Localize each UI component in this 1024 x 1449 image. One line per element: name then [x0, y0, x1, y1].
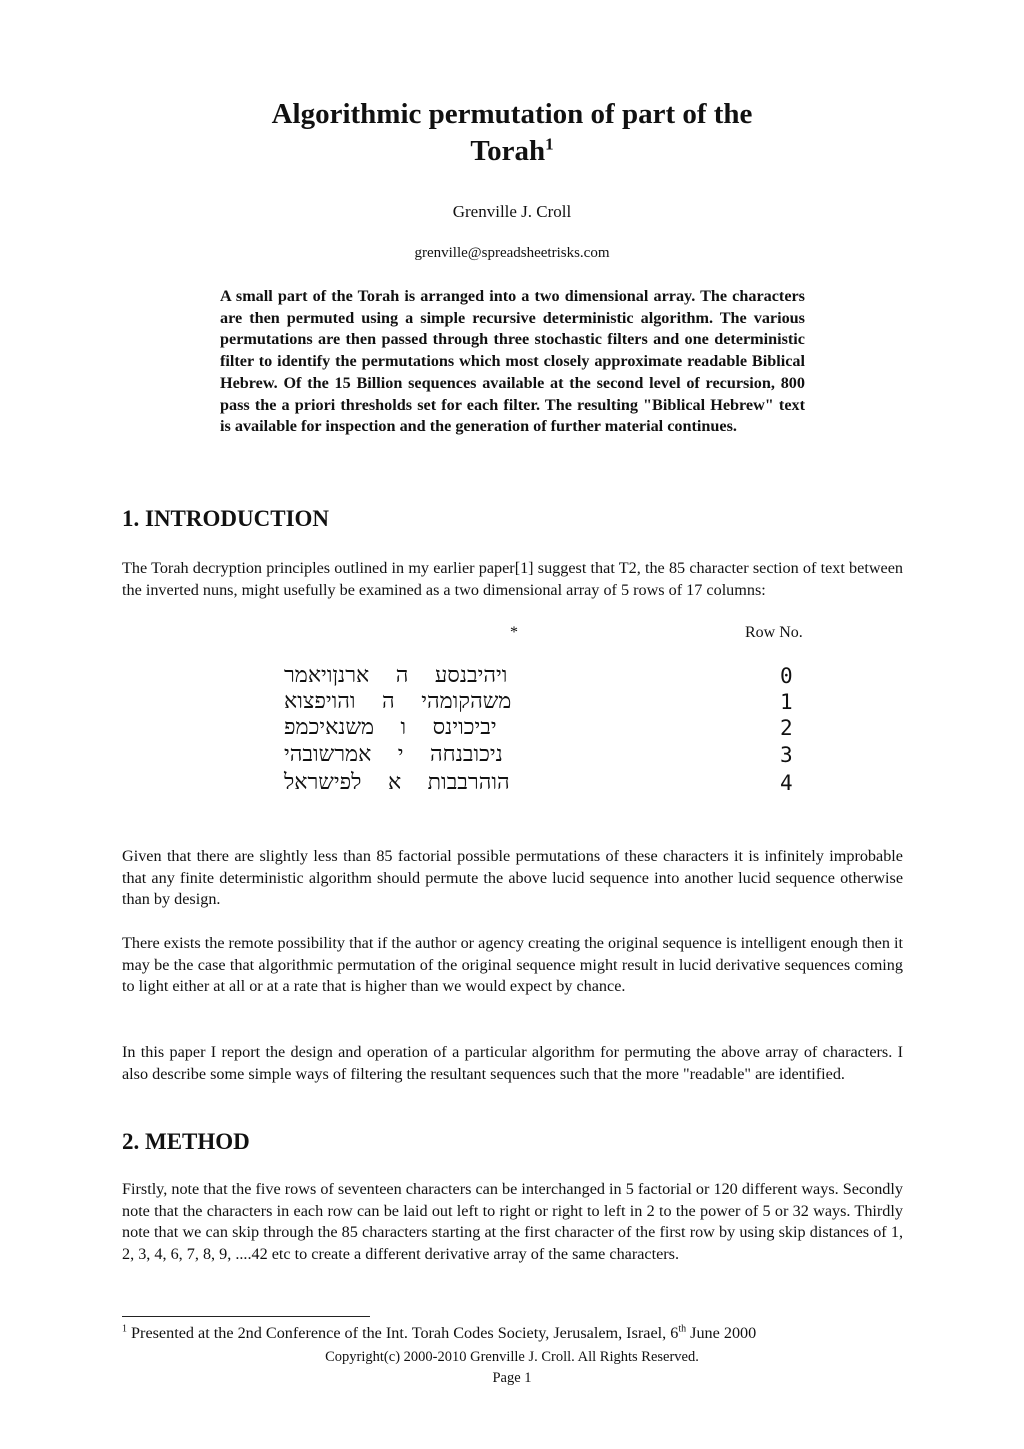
- intro-paragraph-1: The Torah decryption principles outlined in my earlier paper[1] suggest that T2, the 85 character section of text between the inverted nuns, might usefully be examined as a two dimensional array of 5 rows of 17 columns:: [122, 559, 903, 599]
- section-heading-introduction: 1. INTRODUCTION: [122, 506, 330, 531]
- row-number-header: Row No.: [745, 624, 803, 641]
- copyright-notice: Copyright(c) 2000-2010 Grenville J. Croll. All Rights Reserved.: [325, 1349, 699, 1365]
- hebrew-row: ויהיבנסע ה ארנןויאמר: [284, 663, 508, 688]
- author-name: Grenville J. Croll: [452, 202, 572, 221]
- intro-paragraph-4: In this paper I report the design and operation of a particular algorithm for permuting the above array of characters. I also describe some simple ways of filtering the resultant sequences such that the more "readable" are identified.: [122, 1043, 903, 1083]
- footnote-date: June 2000: [686, 1324, 757, 1342]
- footnote-ordinal: th: [678, 1323, 687, 1335]
- footnote-text: Presented at the 2nd Conference of the Int. Torah Codes Society, Jerusalem, Israel, 6: [131, 1324, 679, 1342]
- hebrew-row: הוהרבבות א לפישראל: [284, 770, 510, 795]
- row-number: 3: [780, 743, 793, 767]
- row-number: 4: [780, 771, 793, 795]
- title-line-1: Algorithmic permutation of part of the: [271, 98, 753, 130]
- author-email: grenville@spreadsheetrisks.com: [414, 245, 610, 261]
- row-number: 1: [780, 690, 793, 714]
- title-line-2: Torah: [470, 135, 546, 167]
- intro-paragraph-3: There exists the remote possibility that if the author or agency creating the original sequence is intelligent enough then it may be the case that algorithmic permutation of the original sequence might result in lucid derivative sequences coming to light either at all or at a rate that is higher than we would expect by chance.: [122, 934, 903, 996]
- footnote: [122, 1324, 756, 1343]
- page-number: Page 1: [492, 1370, 532, 1386]
- array-center-marker: *: [510, 624, 518, 641]
- title-footnote-mark: 1: [545, 134, 554, 154]
- hebrew-row: משהקומהי ה והויפצוא: [284, 689, 512, 714]
- hebrew-row: יביכוינס ו משנאיכמפ: [284, 715, 497, 740]
- paper-title: [200, 96, 824, 170]
- footnote-mark: 1: [122, 1323, 127, 1335]
- hebrew-row: ניכובנחה י אמרשובהי: [284, 742, 503, 767]
- method-paragraph-1: Firstly, note that the five rows of seventeen characters can be interchanged in 5 factorial or 120 different ways. Secondly note that the characters in each row can be laid out left to right or right to left in 2 to the power of 5 or 32 ways. Thirdly note that we can skip through the 85 characters starting at the first character of the first row by using skip distances of 1, 2, 3, 4, 6, 7, 8, 9, ....42 etc to create a different derivative array of the same characters.: [122, 1180, 903, 1264]
- row-number: 2: [780, 716, 793, 740]
- footnote-divider: [122, 1316, 370, 1317]
- intro-paragraph-2: Given that there are slightly less than 85 factorial possible permutations of these characters it is infinitely improbable that any finite deterministic algorithm should permute the above lucid sequence into another lucid sequence otherwise than by design.: [122, 847, 903, 909]
- section-heading-method: 2. METHOD: [122, 1129, 250, 1154]
- row-number: 0: [780, 664, 793, 688]
- abstract: A small part of the Torah is arranged into a two dimensional array. The characters are then permuted using a simple recursive deterministic algorithm. The various permutations are then passed through three stochastic filters and one deterministic filter to identify the permutations which most closely approximate readable Biblical Hebrew. Of the 15 Billion sequences available at the second level of recursion, 800 pass the a priori thresholds set for each filter. The resulting "Biblical Hebrew" text is available for inspection and the generation of further material continues.: [220, 287, 805, 436]
